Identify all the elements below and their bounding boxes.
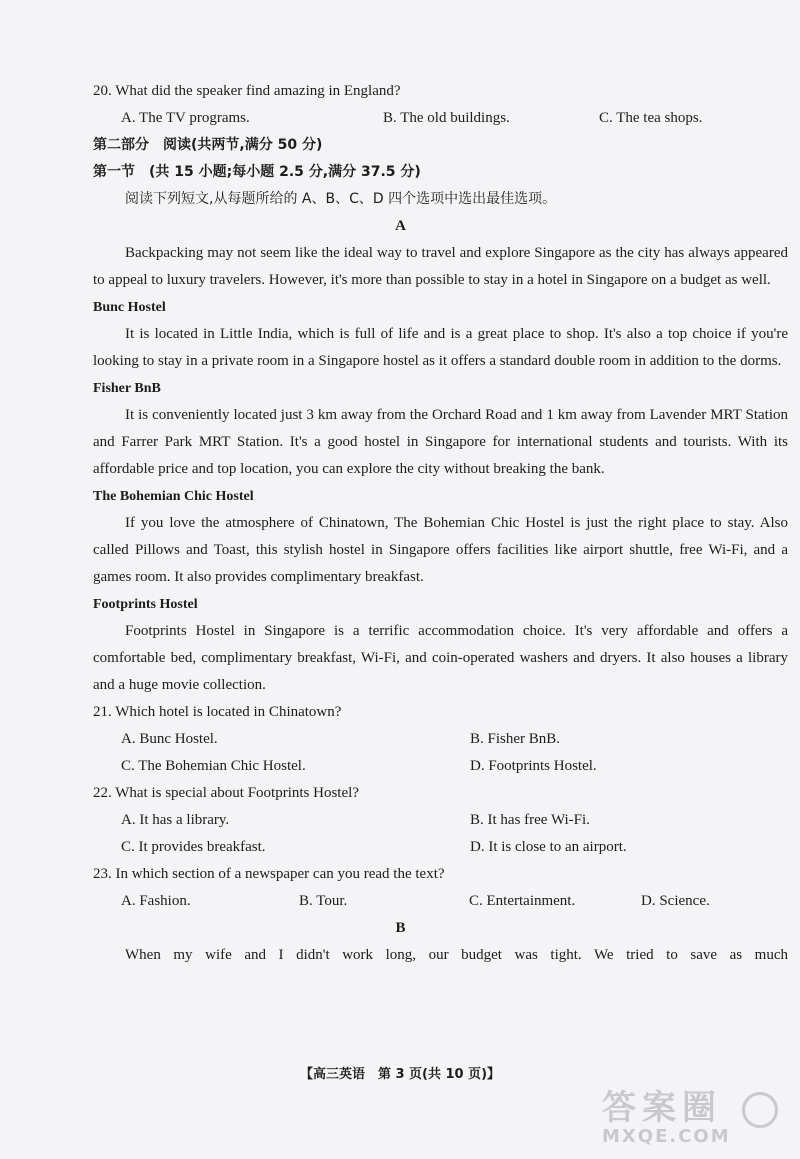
q22-options-row2 <box>93 834 788 861</box>
passage-a-label: A <box>395 218 406 234</box>
q23-option-d: D. Science. <box>641 893 710 909</box>
site-watermark <box>602 1090 782 1152</box>
q23-option-a: A. Fashion. <box>121 893 191 909</box>
q21-options-row1 <box>93 726 788 753</box>
hostel-name-bunc: Bunc Hostel <box>93 300 166 315</box>
hostel-name-fisher: Fisher BnB <box>93 381 161 396</box>
hostel-name-bohemian: The Bohemian Chic Hostel <box>93 489 254 504</box>
part2-heading: 第二部分 阅读(共两节,满分 50 分) <box>93 137 323 153</box>
q20-option-c: C. The tea shops. <box>599 110 703 126</box>
q20-option-b: B. The old buildings. <box>383 110 510 126</box>
q23-options <box>93 888 788 915</box>
q23-option-b: B. Tour. <box>299 893 348 909</box>
q22-stem: 22. What is special about Footprints Hostel? <box>93 785 359 801</box>
watermark-badge-icon <box>742 1092 778 1128</box>
q21-option-c: C. The Bohemian Chic Hostel. <box>121 758 306 774</box>
hostel-text-bohemian: If you love the atmosphere of Chinatown, The Bohemian Chic Hostel is just the right place to stay. Also called Pillows and Toast, this stylish hostel in Singapore offers facilities like airport shuttle, free Wi-Fi, and a games room. It also provides complimentary breakfast. <box>93 515 788 585</box>
watermark-cn: 答案圈 <box>602 1088 722 1128</box>
q21-option-a: A. Bunc Hostel. <box>121 731 218 747</box>
q21-option-d: D. Footprints Hostel. <box>470 758 597 774</box>
watermark-en: MXQE.COM <box>602 1126 731 1147</box>
section1-heading: 第一节 (共 15 小题;每小题 2.5 分,满分 37.5 分) <box>93 164 421 180</box>
reading-instruction: 阅读下列短文,从每题所给的 A、B、C、D 四个选项中选出最佳选项。 <box>125 191 557 207</box>
q20-stem: 20. What did the speaker find amazing in England? <box>93 83 401 99</box>
page-footer: 【高三英语 第 3 页(共 10 页)】 <box>299 1067 501 1082</box>
q20-options <box>93 105 788 132</box>
hostel-text-footprints: Footprints Hostel in Singapore is a terrific accommodation choice. It's very affordable and offers a comfortable bed, complimentary breakfast, Wi-Fi, and coin-operated washers and dryers. It also houses a library and a huge movie collection. <box>93 623 788 693</box>
q22-options-row1 <box>93 807 788 834</box>
q22-option-c: C. It provides breakfast. <box>121 839 266 855</box>
q21-stem: 21. Which hotel is located in Chinatown? <box>93 704 342 720</box>
passage-a-intro: Backpacking may not seem like the ideal way to travel and explore Singapore as the city has always appeared to appeal to luxury travelers. However, it's more than possible to stay in a hotel in Singapore on a budget as well. <box>93 245 788 288</box>
q22-option-a: A. It has a library. <box>121 812 230 828</box>
q22-option-d: D. It is close to an airport. <box>470 839 627 855</box>
q20-option-a: A. The TV programs. <box>121 110 250 126</box>
q21-option-b: B. Fisher BnB. <box>470 731 561 747</box>
passage-b-label: B <box>395 920 406 936</box>
q21-options-row2 <box>93 753 788 780</box>
q22-option-b: B. It has free Wi-Fi. <box>470 812 590 828</box>
q23-stem: 23. In which section of a newspaper can you read the text? <box>93 866 445 882</box>
passage-b-first-line: When my wife and I didn't work long, our budget was tight. We tried to save as much <box>125 947 788 963</box>
hostel-text-bunc: It is located in Little India, which is full of life and is a great place to shop. It's also a top choice if you're looking to stay in a private room in a Singapore hostel as it offers a standard double room in addition to the dorms. <box>93 326 788 369</box>
hostel-name-footprints: Footprints Hostel <box>93 597 198 612</box>
hostel-text-fisher: It is conveniently located just 3 km away from the Orchard Road and 1 km away from Lavender MRT Station and Farrer Park MRT Station. It's a good hostel in Singapore for international students and tourists. With its affordable price and top location, you can explore the city without breaking the bank. <box>93 407 788 477</box>
q23-option-c: C. Entertainment. <box>469 893 576 909</box>
